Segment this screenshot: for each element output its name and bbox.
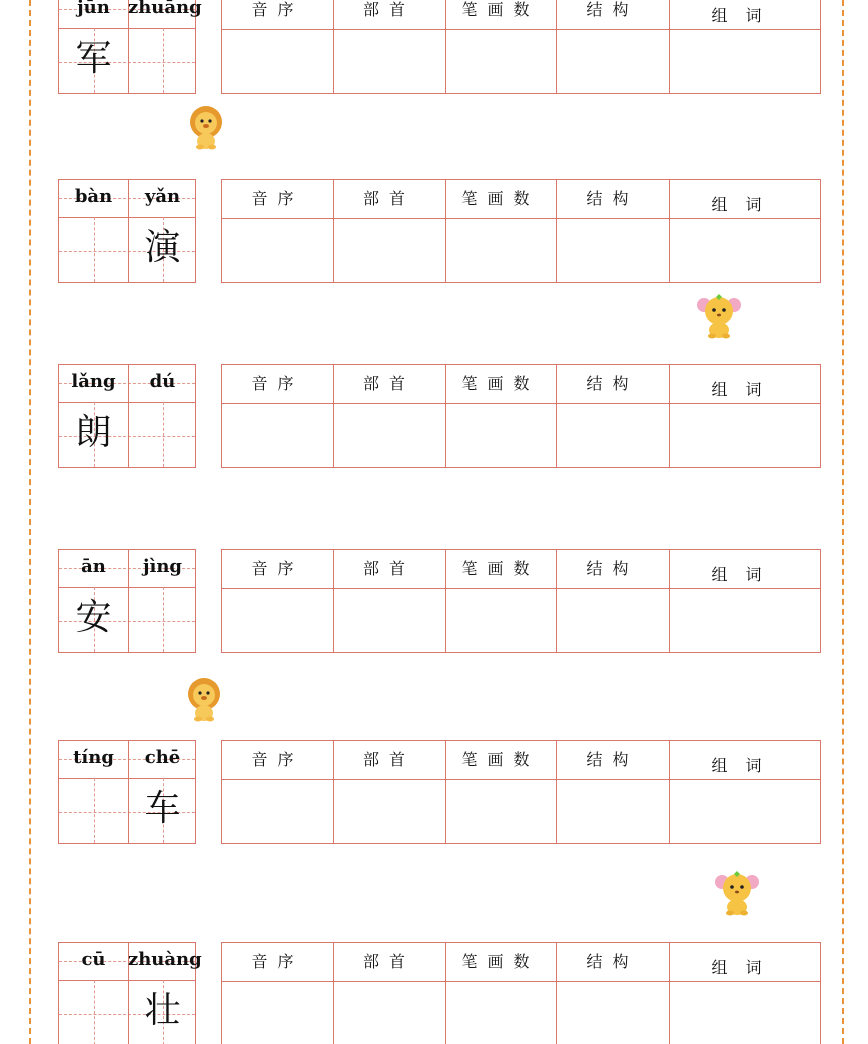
- col-head-jiegou: 结构: [586, 750, 639, 769]
- col-head-bihuashu: 笔画数: [461, 189, 540, 208]
- col-head-zuci: 组词: [711, 756, 780, 775]
- col-head-bushou: 部首: [362, 559, 415, 578]
- col-head-yinxu: 音序: [251, 750, 304, 769]
- col-head-zuci: 组词: [711, 565, 780, 584]
- row-4: [0, 549, 868, 655]
- col-head-yinxu: 音序: [251, 559, 304, 578]
- col-head-jiegou: 结构: [586, 952, 639, 971]
- bear-icon: [696, 293, 742, 343]
- pinyin-char-box: [58, 0, 202, 94]
- col-head-bushou: 部首: [362, 374, 415, 393]
- hanzi-1: 安: [75, 597, 112, 638]
- row-2: [0, 179, 868, 285]
- lion-icon: [186, 104, 226, 154]
- pinyin-char-box: [58, 179, 196, 283]
- lion-icon: [184, 676, 224, 726]
- pinyin-2: yǎn: [144, 186, 181, 207]
- pinyin-2: jìng: [142, 556, 183, 577]
- pinyin-2: dú: [149, 371, 176, 392]
- pinyin-2: zhuāng: [128, 0, 202, 18]
- col-head-jiegou: 结构: [586, 374, 639, 393]
- right-margin-line: [842, 0, 844, 1044]
- col-head-bihuashu: 笔画数: [461, 559, 540, 578]
- pinyin-2: chē: [144, 747, 181, 768]
- col-head-zuci: 组词: [711, 380, 780, 399]
- hanzi-1: 朗: [75, 412, 112, 453]
- col-head-zuci: 组词: [711, 195, 780, 214]
- analysis-table: [221, 942, 821, 1044]
- bear-icon: [714, 870, 760, 920]
- col-head-yinxu: 音序: [251, 952, 304, 971]
- row-3: [0, 364, 868, 470]
- analysis-table: [221, 179, 821, 283]
- pinyin-1: tíng: [73, 747, 114, 768]
- col-head-bihuashu: 笔画数: [461, 952, 540, 971]
- analysis-table: [221, 364, 821, 468]
- pinyin-1: cū: [81, 949, 106, 970]
- col-head-bihuashu: 笔画数: [461, 0, 540, 19]
- hanzi-2: 车: [144, 788, 181, 829]
- col-head-bihuashu: 笔画数: [461, 750, 540, 769]
- hanzi-1: 军: [75, 38, 112, 79]
- col-head-zuci: 组词: [711, 6, 780, 25]
- col-head-bushou: 部首: [362, 189, 415, 208]
- col-head-yinxu: 音序: [251, 374, 304, 393]
- pinyin-char-box: [58, 942, 202, 1044]
- analysis-table: [221, 0, 821, 94]
- col-head-bihuashu: 笔画数: [461, 374, 540, 393]
- col-head-jiegou: 结构: [586, 189, 639, 208]
- col-head-jiegou: 结构: [586, 0, 639, 19]
- col-head-yinxu: 音序: [251, 0, 304, 19]
- row-5: [0, 740, 868, 846]
- row-6: [0, 942, 868, 1044]
- col-head-jiegou: 结构: [586, 559, 639, 578]
- col-head-yinxu: 音序: [251, 189, 304, 208]
- analysis-table: [221, 740, 821, 844]
- col-head-bushou: 部首: [362, 0, 415, 19]
- hanzi-2: 壮: [144, 990, 181, 1031]
- col-head-bushou: 部首: [362, 750, 415, 769]
- col-head-bushou: 部首: [362, 952, 415, 971]
- pinyin-1: jūn: [77, 0, 110, 18]
- pinyin-char-box: [58, 549, 196, 653]
- hanzi-2: 演: [144, 227, 181, 268]
- pinyin-1: lǎng: [71, 371, 116, 392]
- col-head-zuci: 组词: [711, 958, 780, 977]
- pinyin-char-box: [58, 364, 196, 468]
- pinyin-2: zhuàng: [128, 949, 202, 970]
- pinyin-1: bàn: [74, 186, 113, 207]
- row-1: [0, 0, 868, 96]
- analysis-table: [221, 549, 821, 653]
- pinyin-char-box: [58, 740, 196, 844]
- pinyin-1: ān: [81, 556, 106, 577]
- left-margin-line: [29, 0, 31, 1044]
